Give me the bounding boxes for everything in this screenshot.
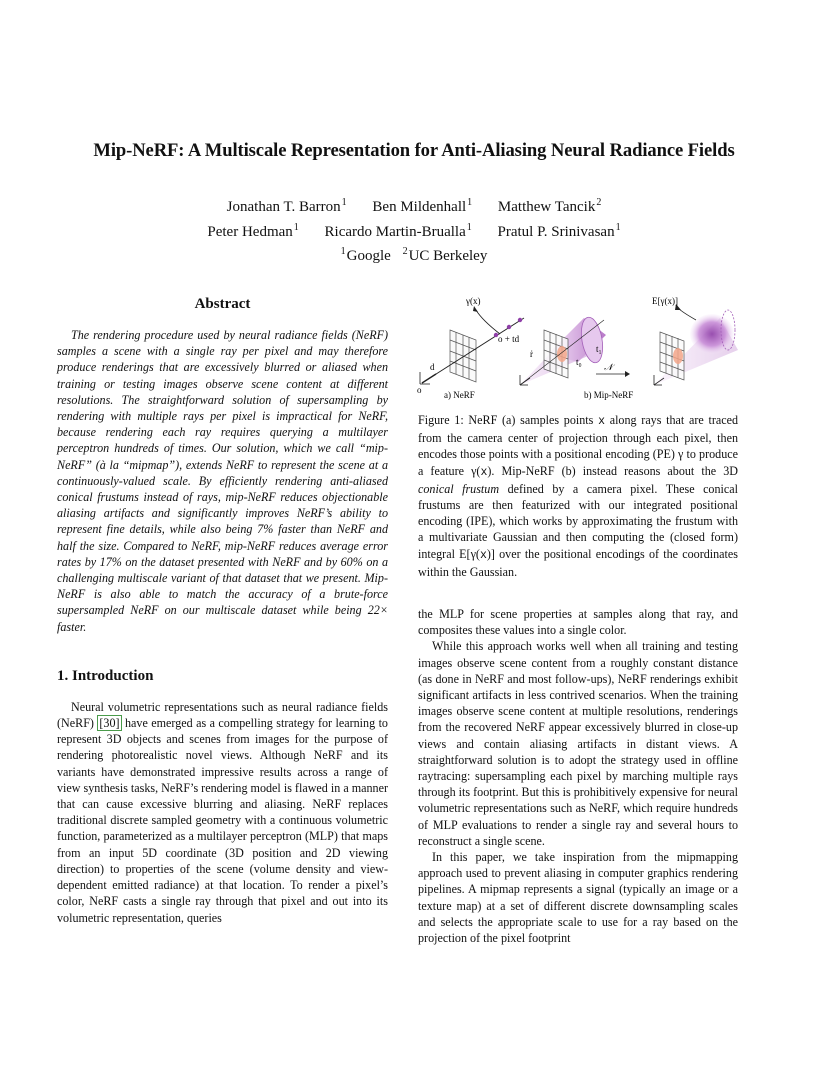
nerf-mipnerf-diagram (416, 290, 742, 402)
nerf-panel (417, 296, 524, 400)
o-td-label: o + td (498, 334, 520, 344)
author-name: Matthew Tancik$^2$ (497, 197, 602, 215)
figure-caption: Figure 1: NeRF (a) samples points x along rays that are traced from the camera center of projection through each pixel, then encodes those points with a positional encoding (PE) γ to produce a feature γ(x). Mip-NeRF (b) instead reasons about the 3D conical frustum defined by a camera pixel. These conical frustums are then featurized with our integrated positional encoding (IPE), which works by approximating the frustum with a multivariate Gaussian and then computing the (closed form) integral E[γ(x)] over the positional encodings of the coordinates within the Gaussian. (418, 413, 738, 579)
intro-paragraph-1-continued: the MLP for scene properties at samples along that ray, and composites these values into a single color. (418, 607, 738, 638)
abstract-text: The rendering procedure used by neural radiance fields (NeRF) samples a scene with a single ray per pixel and may therefore produce renderings that are excessively blurred or aliased when training or testing images observe scene content at different resolutions. The straightforward solution of supersampling by rendering with multiple rays per pixel is impractical for NeRF, because rendering each ray requires querying a multilayer perceptron hundreds of times. Our solution, which we call “mip-NeRF” (à la “mipmap”), extends NeRF to represent the scene at a continuously-valued scale. By efficiently rendering anti-aliased conical frustums instead of rays, mip-NeRF reduces objectionable aliasing artifacts and significantly improves NeRF’s ability to represent fine details, while also being 7% faster than NeRF and half the size. Compared to NeRF, mip-NeRF reduces average error rates by 17% on the dataset presented with NeRF and by 60% on a challenging multiscale variant of that dataset that we present. Mip-NeRF is also able to match the accuracy of a brute-force supersampled NeRF on our multiscale dataset while being 22× faster. (57, 328, 388, 634)
t0-label: t₀ (576, 357, 582, 367)
d-label: d (430, 362, 435, 372)
abstract-heading: Abstract (194, 296, 251, 312)
author-line-2 (0, 218, 828, 243)
right-column (418, 606, 738, 946)
author-name: Ricardo Martin-Brualla$^1$ (324, 221, 472, 240)
r-dot-label: ṙ (530, 349, 533, 359)
affiliation-line (0, 242, 828, 267)
gamma-x-label: γ(x) (466, 296, 481, 306)
introduction-heading: 1. Introduction (57, 667, 154, 684)
intro-paragraph-2: While this approach works well when all training and testing images observe scene content from a roughly constant distance (as done in NeRF and most follow-ups), NeRF renderings exhibit significant artifacts in less contrived scenarios. When the training images observe scene content at multiple resolutions, renderings from the recovered NeRF appear excessively blurred in close-up views and contain aliasing artifacts in distant views. A straightforward solution is to adopt the strategy used in offline raytracing: supersampling each pixel by marching multiple rays through its footprint. But this is prohibitively expensive for neural volumetric representations such as NeRF, which require hundreds of MLP evaluations to render a single ray and several hours to reconstruct a single scene. (418, 639, 738, 848)
figure-1 (416, 290, 742, 402)
affiliation: $^1$Google (340, 246, 391, 264)
intro-paragraph-3: In this paper, we take inspiration from the mipmapping approach used to prevent aliasing in computer graphics rendering pipelines. A mipmap represents a signal (typically an image or a texture map) at a set of different discrete downsampling scales and selects the appropriate scale to use for a ray based on the projection of the pixel footprint (418, 850, 738, 946)
author-name: Pratul P. Srinivasan$^1$ (497, 221, 621, 240)
author-name: Jonathan T. Barron$^1$ (226, 197, 347, 215)
mipnerf-label: b) Mip-NeRF (584, 390, 634, 400)
pixel-grid-icon (450, 330, 476, 382)
t1-label: t₁ (596, 344, 602, 354)
e-gamma-x-label: E[γ(x)] (652, 296, 678, 306)
citation-link[interactable]: [30] (99, 716, 120, 731)
author-block (0, 193, 828, 267)
author-name: Ben Mildenhall$^1$ (372, 197, 473, 215)
mipnerf-panel (520, 296, 738, 400)
nerf-label: a) NeRF (444, 390, 475, 400)
author-line-1 (0, 193, 828, 218)
author-name: Peter Hedman$^1$ (207, 221, 299, 240)
affiliation: $^2$UC Berkeley (402, 246, 488, 264)
left-column (57, 296, 388, 926)
normal-dist-label: 𝒩 (604, 362, 613, 372)
intro-paragraph-1: Neural volumetric representations such as neural radiance fields (NeRF) [30] have emerged as a compelling strategy for learning to represent 3D objects and scenes from images for the purpose of rendering photorealistic novel views. Although NeRF and its variants have demonstrated impressive results across a range of view synthesis tasks, NeRF’s rendering model is flawed in a manner that can cause excessive blurring and aliasing. NeRF replaces traditional discrete sampled geometry with a continuous volumetric function, parameterized as a multilayer perceptron (MLP) that maps from an input 5D coordinate (3D position and 2D viewing direction) to properties of the scene (volume density and view-dependent emitted radiance) at that location. To render a pixel’s color, NeRF casts a single ray through that pixel and out into its volumetric representation, queries (57, 699, 388, 925)
paper-title: Mip-NeRF: A Multiscale Representation for Anti-Aliasing Neural Radiance Fields (93, 140, 735, 161)
o-label: o (417, 385, 422, 395)
